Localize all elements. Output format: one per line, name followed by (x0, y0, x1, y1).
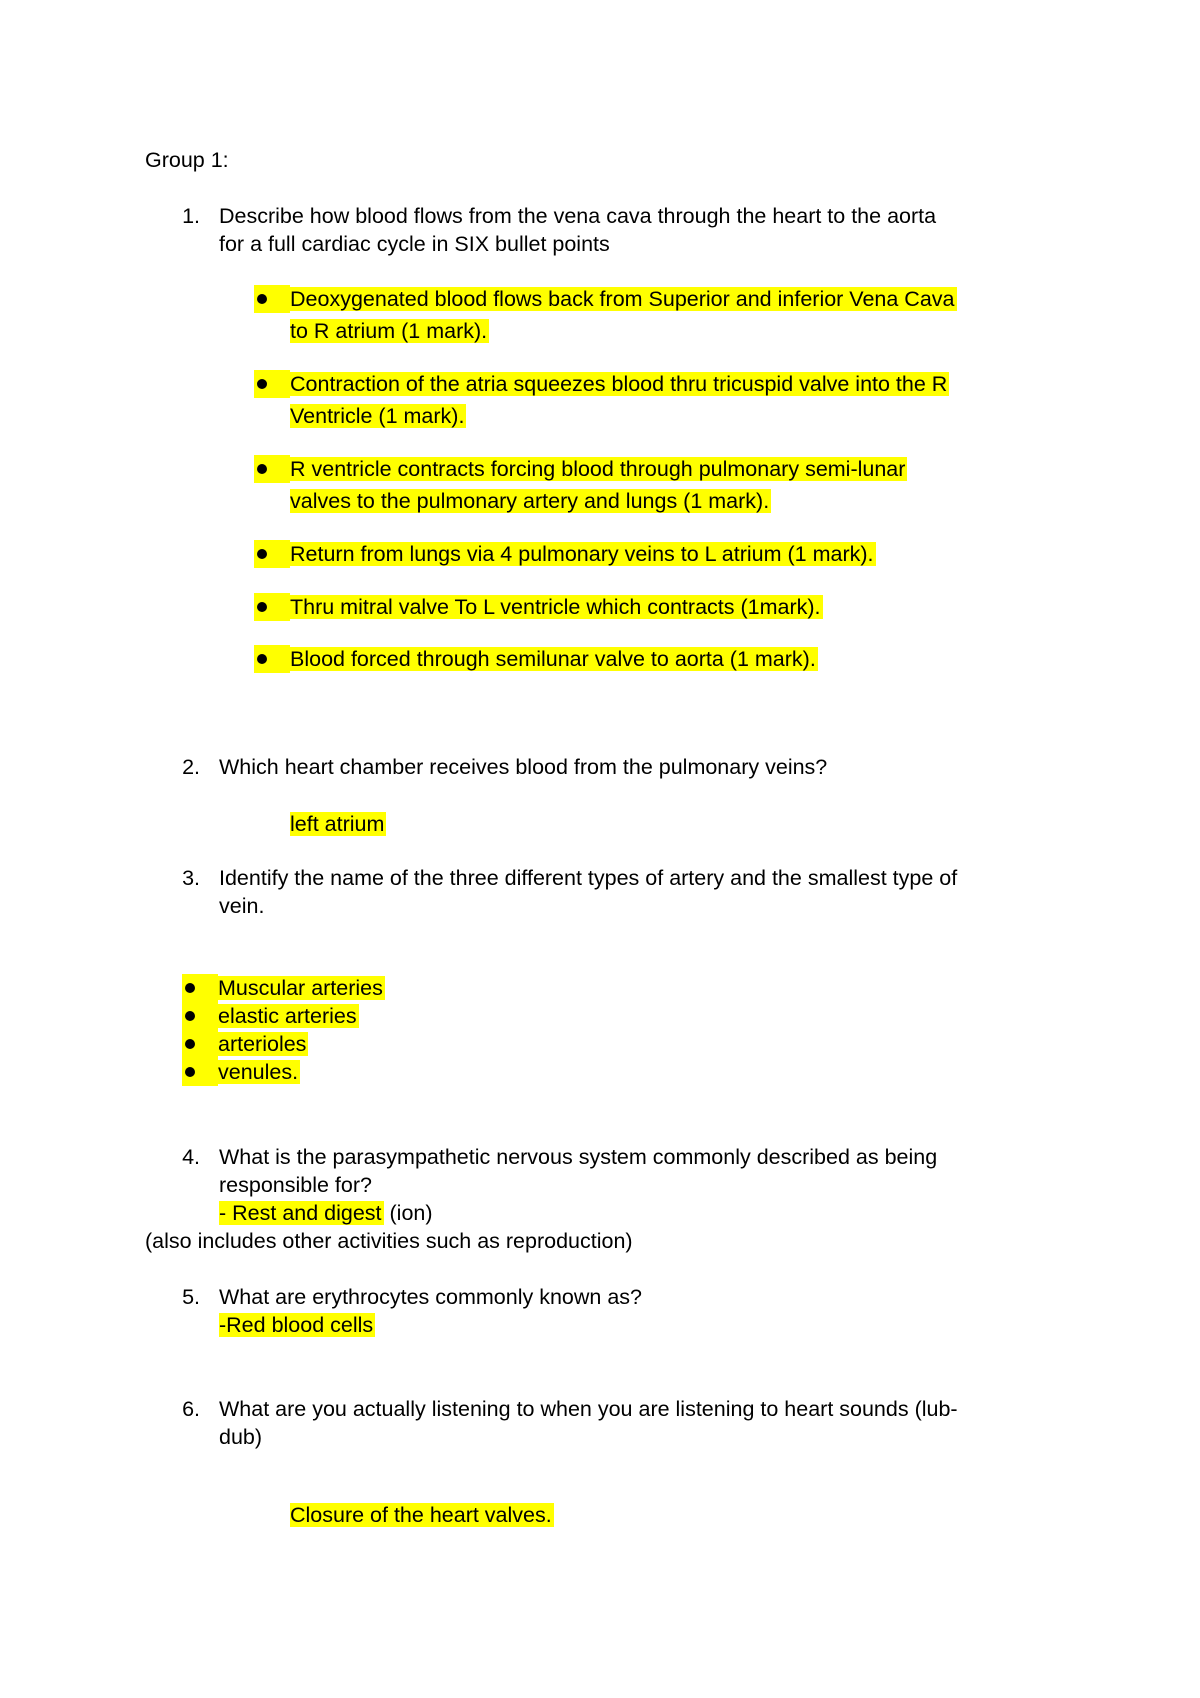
answer-text: Thru mitral valve To L ventricle which contracts (1mark). (290, 595, 821, 619)
question-text: vein. (219, 894, 265, 918)
question-number: 2. (182, 755, 200, 779)
answer-text: to R atrium (1 mark). (290, 319, 488, 343)
answer-text: Blood forced through semilunar valve to aorta (1 mark). (290, 647, 816, 671)
answer-item (218, 1030, 308, 1058)
answer-item (290, 285, 957, 313)
answer-text: Return from lungs via 4 pulmonary veins to L atrium (1 mark). (290, 542, 874, 566)
answer-text: - Rest and digest (219, 1201, 382, 1225)
answer-text: left atrium (290, 812, 385, 836)
bullet-icon (182, 1002, 218, 1030)
question-number: 3. (182, 866, 200, 890)
answer-text: venules. (218, 1060, 299, 1084)
question-text: responsible for? (219, 1173, 372, 1197)
answer-item (218, 1058, 300, 1086)
bullet-icon (254, 285, 290, 313)
answer-item (290, 810, 386, 838)
answer-item (218, 974, 385, 1002)
question-text: What is the parasympathetic nervous system commonly described as being (219, 1145, 938, 1169)
answer-text: arterioles (218, 1032, 307, 1056)
answer-text: Deoxygenated blood flows back from Superior and inferior Vena Cava (290, 287, 955, 311)
answer-item (218, 1002, 359, 1030)
answer-item (290, 455, 907, 483)
question-number: 6. (182, 1397, 200, 1421)
answer-item (290, 540, 876, 568)
answer-text: Muscular arteries (218, 976, 383, 1000)
answer-text: Contraction of the atria squeezes blood thru tricuspid valve into the R (290, 372, 948, 396)
question-text: for a full cardiac cycle in SIX bullet points (219, 232, 610, 256)
answer-item (290, 370, 949, 398)
answer-text: R ventricle contracts forcing blood through pulmonary semi-lunar (290, 457, 906, 481)
answer-text: Ventricle (1 mark). (290, 404, 465, 428)
question-text: Which heart chamber receives blood from the pulmonary veins? (219, 755, 828, 779)
answer-item (290, 402, 466, 430)
question-text: What are you actually listening to when you are listening to heart sounds (lub- (219, 1397, 958, 1421)
answer-item (290, 1501, 554, 1529)
answer-item (290, 487, 771, 515)
question-text: dub) (219, 1425, 263, 1449)
answer-text: Closure of the heart valves. (290, 1503, 552, 1527)
bullet-icon (254, 455, 290, 483)
question-text: What are erythrocytes commonly known as? (219, 1285, 642, 1309)
bullet-icon (254, 593, 290, 621)
question-number: 1. (182, 204, 200, 228)
answer-item (219, 1311, 375, 1339)
question-number: 4. (182, 1145, 200, 1169)
answer-item (290, 317, 489, 345)
answer-note: (also includes other activities such as reproduction) (145, 1229, 633, 1253)
answer-text: -Red blood cells (219, 1313, 374, 1337)
answer-item (290, 593, 823, 621)
bullet-icon (254, 540, 290, 568)
group-title: Group 1: (145, 148, 229, 172)
question-number: 5. (182, 1285, 200, 1309)
bullet-icon (254, 645, 290, 673)
answer-text: elastic arteries (218, 1004, 357, 1028)
answer-item (219, 1199, 433, 1227)
bullet-icon (182, 974, 218, 1002)
answer-item (290, 645, 818, 673)
bullet-icon (182, 1058, 218, 1086)
question-text: Describe how blood flows from the vena cava through the heart to the aorta (219, 204, 937, 228)
question-text: Identify the name of the three different types of artery and the smallest type of (219, 866, 958, 890)
answer-suffix: (ion) (383, 1201, 433, 1225)
bullet-icon (182, 1030, 218, 1058)
bullet-icon (254, 370, 290, 398)
answer-text: valves to the pulmonary artery and lungs (1 mark). (290, 489, 770, 513)
